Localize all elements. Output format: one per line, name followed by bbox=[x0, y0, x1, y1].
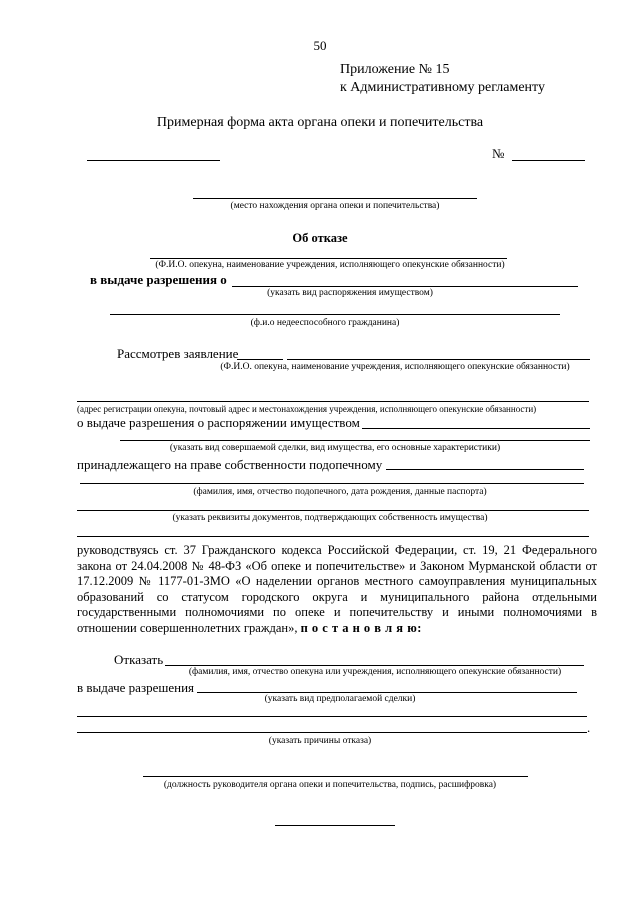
bottom-line bbox=[275, 825, 395, 826]
ward-details-caption: (фамилия, имя, отчество подопечного, дата рождения, данные паспорта) bbox=[193, 487, 487, 497]
application-date-line bbox=[237, 359, 283, 360]
extra-field-line bbox=[77, 536, 589, 537]
address-field-line bbox=[77, 401, 589, 402]
reasons-line-2 bbox=[77, 732, 587, 733]
reasons-period: . bbox=[587, 720, 591, 735]
guardian-caption-3: (фамилия, имя, отчество опекуна или учреждения, исполняющего опекунские обязанности) bbox=[188, 667, 562, 677]
ward-caption: (ф.и.о недееспособного гражданина) bbox=[250, 318, 400, 328]
reasons-caption: (указать причины отказа) bbox=[268, 736, 372, 746]
permission-label: в выдаче разрешения о bbox=[90, 272, 227, 287]
about-permission-label: о выдаче разрешения о распоряжении имуществом bbox=[77, 415, 360, 430]
ownership-docs-line bbox=[77, 510, 589, 511]
ownership-docs-caption: (указать реквизиты документов, подтверждающих собственность имущества) bbox=[172, 513, 488, 523]
signature-line bbox=[143, 776, 528, 777]
legal-basis-text: руководствуясь ст. 37 Гражданского кодекса Российской Федерации, ст. 19, 21 Федерального закона от 24.04.2008 № 48-ФЗ «Об опеке и попечительстве» и Законом Мурманской области от 17.12.2009 № 1177-01-ЗМО «О наделении органов местного самоуправления муниципальных образований со статусом городского округа и муниципального района отдельными государственными полномочиями по опеке и попечительству и иными полномочиями в отношении совершеннолетних граждан», bbox=[77, 543, 597, 635]
guardian-caption-2: (Ф.И.О. опекуна, наименование учреждения, исполняющего опекунские обязанности) bbox=[220, 362, 570, 372]
document-title: Примерная форма акта органа опеки и попечительства bbox=[156, 115, 484, 130]
refuse-label: Отказать bbox=[114, 652, 164, 667]
about-permission-line bbox=[362, 428, 590, 429]
signature-caption: (должность руководителя органа опеки и попечительства, подпись, расшифровка) bbox=[163, 780, 497, 790]
page-number: 50 bbox=[313, 38, 327, 53]
applicant-field-line bbox=[287, 359, 590, 360]
refusal-heading: Об отказе bbox=[292, 231, 348, 245]
deal-type-caption: (указать вид совершаемой сделки, вид имущества, его основные характеристики) bbox=[169, 443, 501, 453]
owned-by-ward-label: принадлежащего на праве собственности подопечному bbox=[77, 457, 383, 472]
proposed-deal-caption: (указать вид предполагаемой сделки) bbox=[264, 694, 416, 704]
owned-by-ward-line bbox=[386, 469, 584, 470]
date-field-line bbox=[87, 160, 220, 161]
disposal-type-caption: (указать вид распоряжения имуществом) bbox=[267, 288, 433, 298]
ward-details-line bbox=[80, 483, 584, 484]
refuse-field-line bbox=[165, 665, 584, 666]
location-caption: (место нахождения органа опеки и попечительства) bbox=[230, 201, 440, 211]
annex-number: Приложение № 15 bbox=[340, 62, 450, 77]
address-caption: (адрес регистрации опекуна, почтовый адрес и местонахождения учреждения, исполняющего опекунские обязанности) bbox=[77, 404, 537, 414]
permission-label-2: в выдаче разрешения bbox=[77, 680, 195, 695]
annex-reference: к Административному регламенту bbox=[340, 80, 545, 95]
reasons-line-1 bbox=[77, 716, 587, 717]
number-label: № bbox=[492, 146, 505, 161]
permission-field-line bbox=[232, 286, 578, 287]
location-field-line bbox=[193, 198, 477, 199]
legal-basis-paragraph bbox=[77, 543, 597, 637]
considered-label: Рассмотрев заявление bbox=[117, 346, 239, 361]
guardian-caption: (Ф.И.О. опекуна, наименование учреждения, исполняющего опекунские обязанности) bbox=[155, 260, 505, 270]
guardian-field-line bbox=[150, 258, 507, 259]
number-field-line bbox=[512, 160, 585, 161]
ward-field-line bbox=[110, 314, 560, 315]
proposed-deal-line bbox=[197, 692, 577, 693]
resolve-text: п о с т а н о в л я ю: bbox=[300, 620, 422, 635]
deal-field-line bbox=[120, 440, 590, 441]
